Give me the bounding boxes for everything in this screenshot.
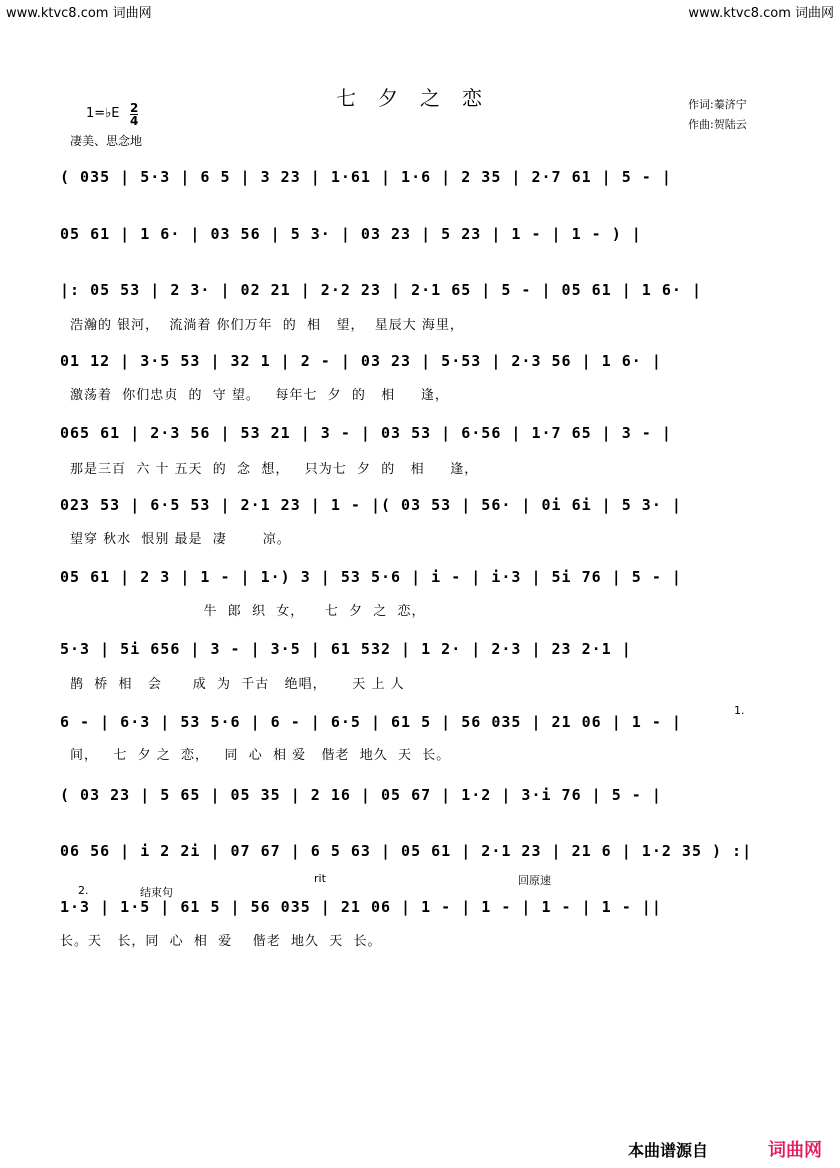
- watermark-right: www.ktvc8.com 词曲网: [688, 6, 834, 21]
- footer-logo: 词曲网: [768, 1140, 822, 1161]
- lyric-line-1: 浩瀚的 银河， 流淌着 你们万年 的 相 望， 星辰大 海里，: [70, 318, 464, 333]
- lyric-line-3: 那是三百 六 十 五天 的 念 想， 只为七 夕 的 相 逢，: [70, 462, 479, 477]
- notation-line-7: 05 61 | 2 3 | 1 - | 1·) 3 | 53 5·6 | i - | i·3 | 5i 76 | 5 - |: [60, 568, 682, 586]
- notation-line-12: 1·3 | 1·5 | 61 5 | 56 035 | 21 06 | 1 - | 1 - | 1 - | 1 - ||: [60, 898, 662, 916]
- notation-line-5: 065 61 | 2·3 56 | 53 21 | 3 - | 03 53 | 6·56 | 1·7 65 | 3 - |: [60, 424, 672, 442]
- time-numerator: 2: [130, 101, 139, 115]
- composer-credit: 作曲:贺陆云: [688, 118, 747, 131]
- lyric-line-4: 望穿 秋水 恨别 最是 凄 凉。: [70, 532, 291, 547]
- lyric-line-6: 鹊 桥 相 会 成 为 千古 绝唱， 天 上 人: [70, 677, 405, 692]
- rit-marking: rit: [314, 872, 326, 885]
- notation-line-2: 05 61 | 1 6· | 03 56 | 5 3· | 03 23 | 5 23 | 1 - | 1 - ) |: [60, 225, 642, 243]
- notation-line-11: 06 56 | i 2 2i | 07 67 | 6 5 63 | 05 61 | 2·1 23 | 21 6 | 1·2 35 ) :|: [60, 842, 753, 860]
- notation-line-10: ( 03 23 | 5 65 | 05 35 | 2 16 | 05 67 | 1·2 | 3·i 76 | 5 - |: [60, 786, 662, 804]
- lyric-line-8: 长。天 长，同 心 相 爱 偕老 地久 天 长。: [60, 934, 382, 949]
- notation-line-1: ( 035 | 5·3 | 6 5 | 3 23 | 1·61 | 1·6 | 2 35 | 2·7 61 | 5 - |: [60, 168, 672, 186]
- time-denominator: 4: [130, 114, 139, 128]
- ending-label: 结束句: [140, 886, 173, 899]
- notation-line-8: 5·3 | 5i 656 | 3 - | 3·5 | 61 532 | 1 2· | 2·3 | 23 2·1 |: [60, 640, 632, 658]
- lyric-line-2: 激荡着 你们忠贞 的 守 望。 每年七 夕 的 相 逢，: [70, 388, 449, 403]
- notation-line-3: |: 05 53 | 2 3· | 02 21 | 2·2 23 | 2·1 65 | 5 - | 05 61 | 1 6· |: [60, 281, 702, 299]
- volta-2-label: 2.: [78, 884, 89, 897]
- a-tempo-marking: 回原速: [518, 874, 551, 887]
- watermark-left: www.ktvc8.com 词曲网: [6, 6, 152, 21]
- expression-mark: 凄美、思念地: [70, 134, 143, 148]
- volta-1-label: 1.: [734, 704, 745, 717]
- lyric-line-5: 牛 郎 织 女， 七 夕 之 恋，: [70, 604, 426, 619]
- lyric-line-7: 间， 七 夕 之 恋， 同 心 相 爱 偕老 地久 天 长。: [70, 748, 451, 763]
- notation-line-9: 6 - | 6·3 | 53 5·6 | 6 - | 6·5 | 61 5 | 56 035 | 21 06 | 1 - |: [60, 713, 682, 731]
- lyricist-credit: 作词:蓁济宁: [688, 98, 747, 111]
- time-signature: [130, 102, 138, 127]
- notation-line-4: 01 12 | 3·5 53 | 32 1 | 2 - | 03 23 | 5·53 | 2·3 56 | 1 6· |: [60, 352, 662, 370]
- footer-source-text: 本曲谱源自: [628, 1141, 709, 1160]
- notation-line-6: 023 53 | 6·5 53 | 2·1 23 | 1 - |( 03 53 | 56· | 0i 6i | 5 3· |: [60, 496, 682, 514]
- key-signature: 1=♭E: [86, 106, 120, 121]
- song-title: 七夕之恋: [336, 86, 504, 110]
